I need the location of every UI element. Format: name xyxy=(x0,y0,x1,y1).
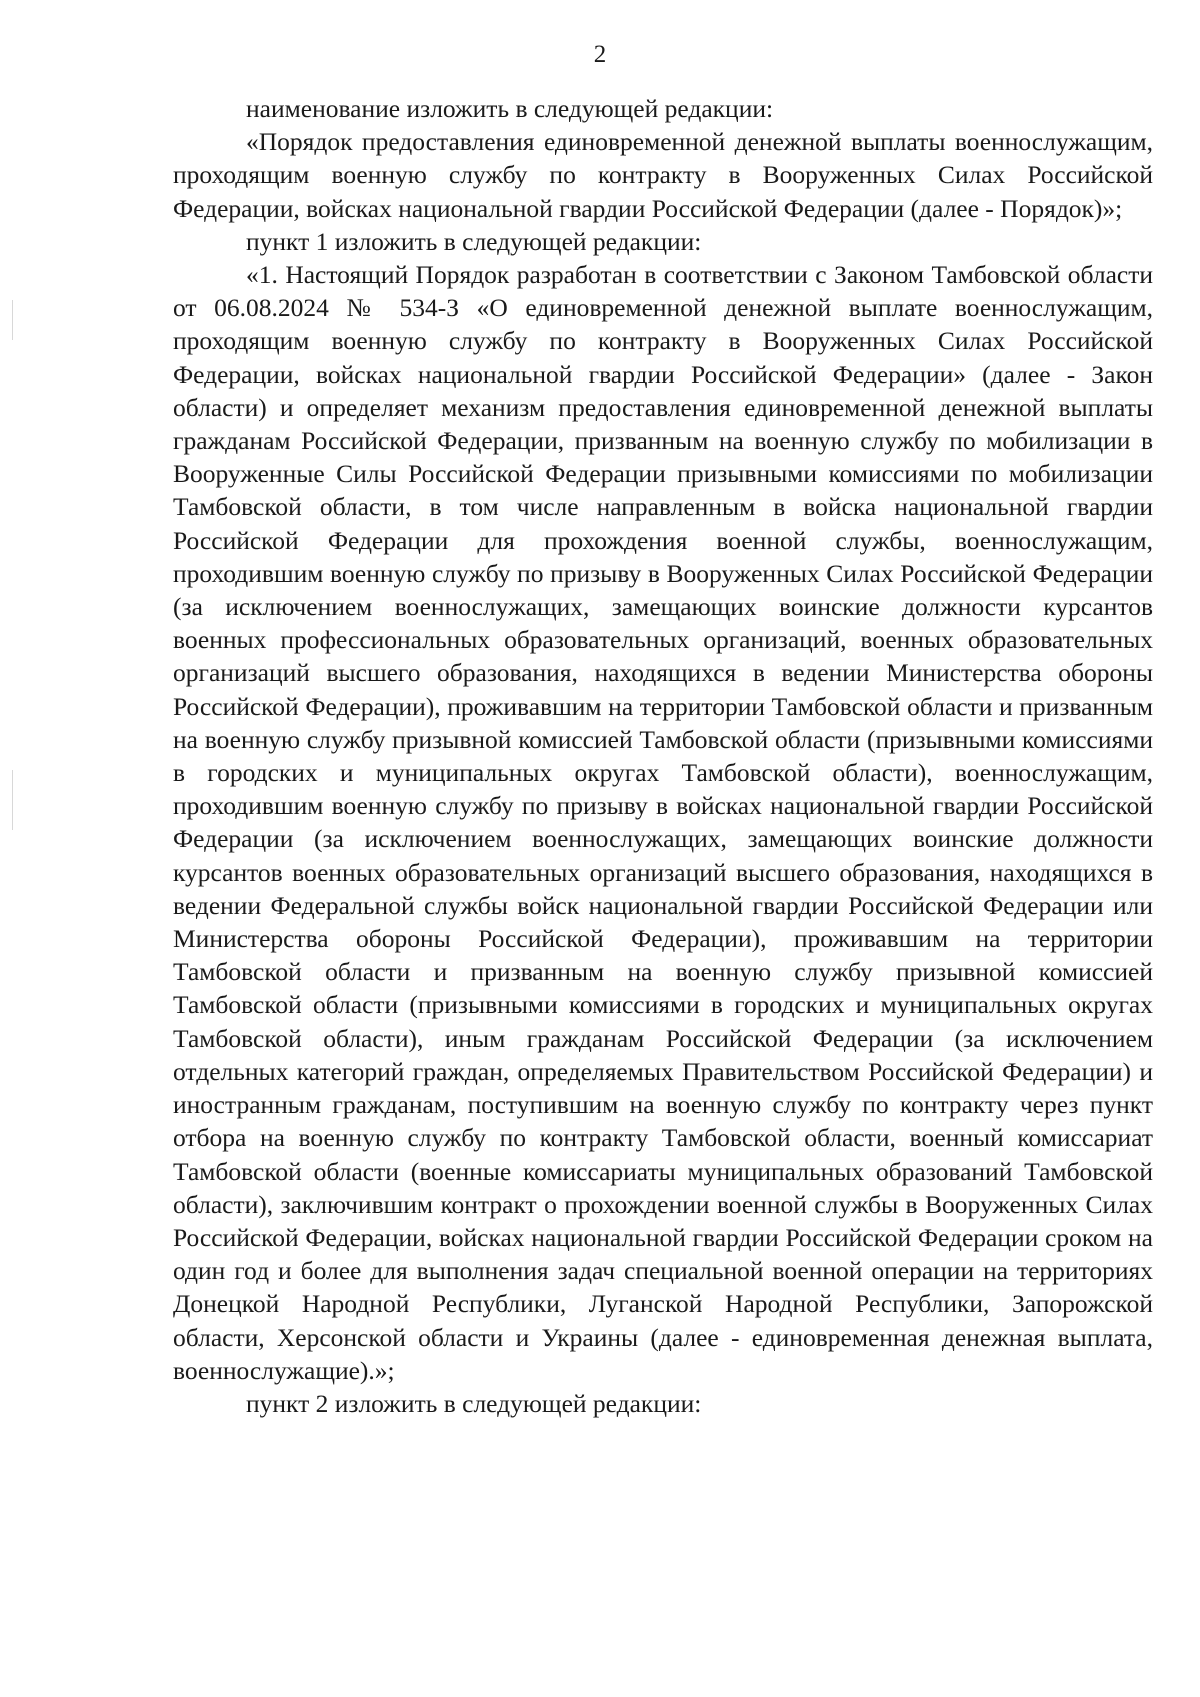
paragraph-title-text: «Порядок предоставления единовременной денежной выплаты военнослужащим, проходящим военную службу по контракту в Вооруженных Силах Российской Федерации, войсках национальной гвардии Российской Федерации (далее - Порядок)»; xyxy=(173,127,1153,223)
document-body xyxy=(173,92,1153,1420)
paragraph-point1-text: «1. Настоящий Порядок разработан в соответствии с Законом Тамбовской области от 06.08.2024 № 534-З «О единовременной денежной выплате военнослужащим, проходящим военную службу по контракту в Вооруженных Силах Российской Федерации, войсках национальной гвардии Российской Федерации» (далее - Закон области) и определяет механизм предоставления единовременной денежной выплаты гражданам Российской Федерации, призванным на военную службу по мобилизации в Вооруженные Силы Российской Федерации призывными комиссиями по мобилизации Тамбовской области, в том числе направленным в войска национальной гвардии Российской Федерации для прохождения военной службы, военнослужащим, проходившим военную службу по призыву в Вооруженных Силах Российской Федерации (за исключением военнослужащих, замещающих воинские должности курсантов военных профессиональных образовательных организаций, военных образовательных организаций высшего образования, находящихся в ведении Министерства обороны Российской Федерации), проживавшим на территории Тамбовской области и призванным на военную службу призывной комиссией Тамбовской области (призывными комиссиями в городских и муниципальных округах Тамбовской области), военнослужащим, проходившим военную службу по призыву в войсках национальной гвардии Российской Федерации (за исключением военнослужащих, замещающих воинские должности курсантов военных образовательных организаций высшего образования, находящихся в ведении Федеральной службы войск национальной гвардии Российской Федерации или Министерства обороны Российской Федерации), проживавшим на территории Тамбовской области и призванным на военную службу призывной комиссией Тамбовской области (призывными комиссиями в городских и муниципальных округах Тамбовской области), иным гражданам Российской Федерации (за исключением отдельных категорий граждан, определяемых Правительством Российской Федерации) и иностранным гражданам, поступившим на военную службу по контракту через пункт отбора на военную службу по контракту Тамбовской области, военный комиссариат Тамбовской области (военные комиссариаты муниципальных образований Тамбовской области), заключившим контракт о прохождении военной службы в Вооруженных Силах Российской Федерации, войсках национальной гвардии Российской Федерации сроком на один год и более для выполнения задач специальной военной операции на территориях Донецкой Народной Республики, Луганской Народной Республики, Запорожской области, Херсонской области и Украины (далее - единовременная денежная выплата, военнослужащие).»; xyxy=(173,260,1153,1385)
paragraph-point1-intro: пункт 1 изложить в следующей редакции: xyxy=(246,226,702,256)
scan-artifact xyxy=(12,300,13,340)
paragraph-title-intro: наименование изложить в следующей редакции: xyxy=(246,94,774,123)
paragraph-point2-intro: пункт 2 изложить в следующей редакции: xyxy=(246,1388,702,1418)
page-number: 2 xyxy=(593,41,607,68)
scan-artifact xyxy=(12,770,13,830)
